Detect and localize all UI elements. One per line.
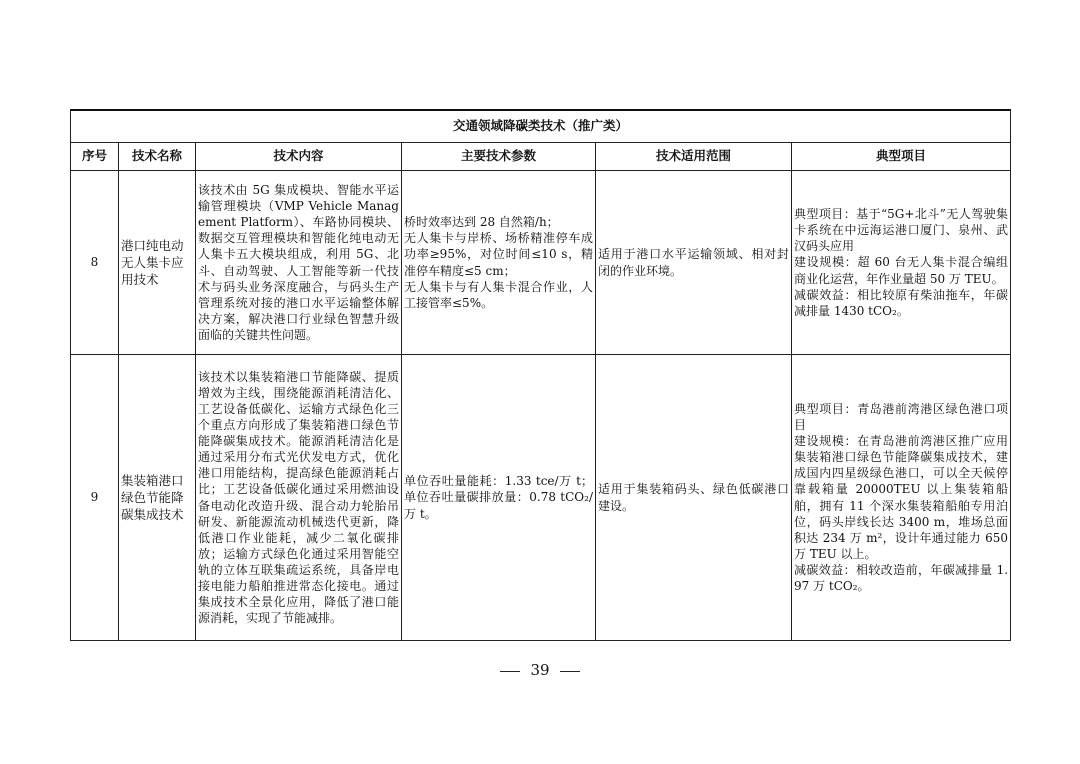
tech-scope: [596, 355, 792, 641]
tech-params: [402, 355, 596, 641]
tech-content: [196, 171, 402, 355]
table-row: [71, 355, 1011, 641]
tech-project-text: 典型项目：青岛港前湾港区绿色港口项目 建设规模：在青岛港前湾港区推广应用集装箱港口绿色节能降碳集成技术，建成国内四星级绿色港口，可以全天候停靠载箱量 20000TEU 以上集装箱船舶，拥有 11 个深水集装箱船舶专用泊位，码头岸线长达 3400 m，堆场总面积达 234 万 m²，设计年通过能力 650 万 TEU 以上。 减碳效益：相较改造前，年碳减排量 1.97 万 tCO₂。: [794, 401, 1009, 593]
footer-dash-right: [560, 671, 580, 672]
tech-scope-text: 适用于集装箱码头、绿色低碳港口建设。: [598, 482, 789, 513]
row-number: 9: [71, 355, 119, 641]
tech-project: [792, 355, 1011, 641]
header-content: 技术内容: [196, 143, 402, 171]
tech-content-text: 该技术以集装箱港口节能降碳、提质增效为主线，围绕能源消耗清洁化、工艺设备低碳化、运输方式绿色化三个重点方向形成了集装箱港口绿色节能降碳集成技术。能源消耗清洁化是通过采用分布式光伏发电方式，优化港口用能结构，提高绿色能源消耗占比；工艺设备低碳化通过采用燃油设备电动化改造升级、混合动力轮胎吊研发、新能源流动机械迭代更新，降低港口作业能耗，减少二氧化碳排放；运输方式绿色化通过采用智能空轨的立体互联集疏运系统，具备岸电接电能力船舶推进常态化接电。通过集成技术全景化应用，降低了港口能源消耗，实现了节能减排。: [198, 369, 399, 626]
row-number: 8: [71, 171, 119, 355]
header-name: 技术名称: [119, 143, 196, 171]
page-footer: [0, 661, 1080, 679]
tech-content: [196, 355, 402, 641]
header-params: 主要技术参数: [402, 143, 596, 171]
tech-params-text: 单位吞吐量能耗：1.33 tce/万 t；单位吞吐量碳排放量：0.78 tCO₂/万 t。: [404, 474, 593, 521]
tech-params-text: 桥时效率达到 28 自然箱/h； 无人集卡与岸桥、场桥精准停车成功率≥95%，对位时间≤10 s，精准停车精度≤5 cm； 无人集卡与有人集卡混合作业，人工接管率≤5%。: [404, 215, 593, 310]
table-row: [71, 171, 1011, 355]
tech-name: 集装箱港口绿色节能降碳集成技术: [119, 355, 196, 641]
header-row: [71, 143, 1011, 171]
header-scope: 技术适用范围: [596, 143, 792, 171]
tech-scope: [596, 171, 792, 355]
tech-project: [792, 171, 1011, 355]
footer-dash-left: [500, 671, 520, 672]
tech-project-text: 典型项目：基于“5G+北斗”无人驾驶集卡系统在中远海运港口厦门、泉州、武汉码头应用 建设规模：超 60 台无人集卡混合编组商业化运营，年作业量超 50 万 TEU。 减碳效益：相比较原有柴油拖车，年碳减排量 1430 tCO₂。: [794, 207, 1009, 318]
tech-params: [402, 171, 596, 355]
tech-table: [70, 109, 1011, 641]
tech-content-text: 该技术由 5G 集成模块、智能水平运输管理模块（VMP Vehicle Management Platform）、车路协同模块、数据交互管理模块和智能化纯电动无人集卡五大模块组成，利用 5G、北斗、自动驾驶、人工智能等新一代技术与码头业务深度融合，与码头生产管理系统对接的港口水平运输整体解决方案，解决港口行业绿色智慧升级面临的关键共性问题。: [198, 183, 399, 342]
header-project: 典型项目: [792, 143, 1011, 171]
table-title: 交通领域降碳类技术（推广类）: [71, 110, 1011, 143]
tech-scope-text: 适用于港口水平运输领域、相对封闭的作业环境。: [598, 247, 789, 278]
page-number: 39: [530, 661, 550, 679]
header-no: 序号: [71, 143, 119, 171]
tech-name: 港口纯电动无人集卡应用技术: [119, 171, 196, 355]
